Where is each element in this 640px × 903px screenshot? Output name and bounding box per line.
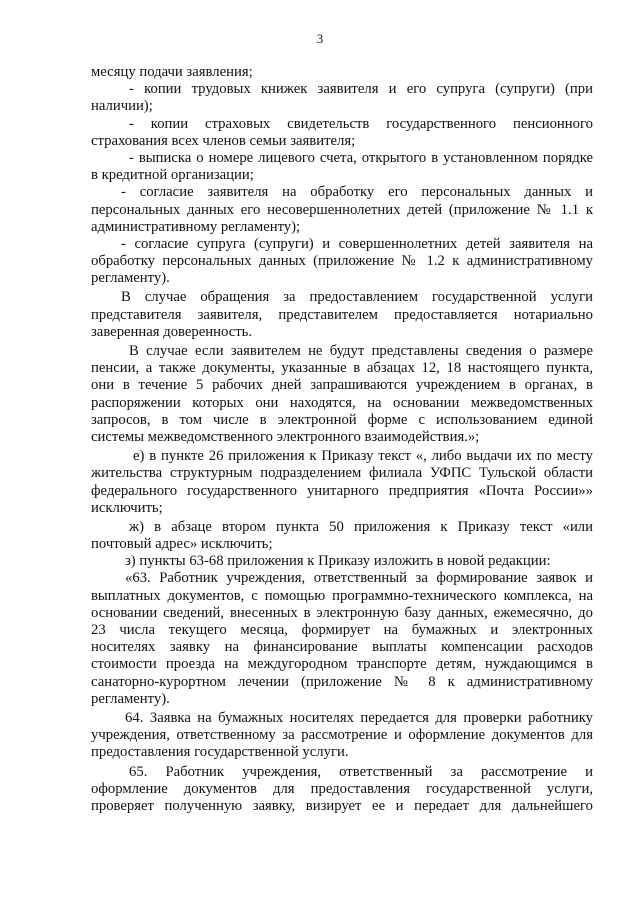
text-line: обработку персональных данных (приложение № 1.2 к административному [91, 253, 593, 270]
text-line: санаторно-курортном лечении (приложение № 8 к административному [91, 673, 593, 690]
list-item-work-books: - копии трудовых книжек заявителя и его супруга (супруги) (при [129, 81, 593, 98]
text-line: основании сведений, внесенных в электронную базу данных, ежемесячно, до [91, 604, 593, 621]
text-line: месяцу подачи заявления; [91, 64, 253, 80]
list-item-insurance-certificates: - копии страховых свидетельств государственного пенсионного [129, 115, 593, 132]
text-line: наличии); [91, 98, 153, 115]
text-line: пенсии, а также документы, указанные в абзацах 12, 18 настоящего пункта, [91, 360, 593, 377]
page-number: 3 [316, 31, 324, 46]
document-body [91, 64, 593, 815]
text-line: почтовый адрес» исключить; [91, 536, 273, 553]
paragraph-representative: В случае обращения за предоставлением государственной услуги [121, 289, 593, 306]
text-line: персональных данных его несовершеннолетних детей (приложение № 1.1 к [91, 201, 593, 218]
text-line: заверенная доверенность. [91, 323, 253, 340]
item-z: з) пункты 63-68 приложения к Приказу изложить в новой редакции: [125, 553, 551, 570]
clause-64: 64. Заявка на бумажных носителях передается для проверки работнику [125, 709, 593, 726]
text-line: распоряжении которых они находятся, на основании межведомственных [91, 394, 593, 411]
text-line: жительства структурным подразделением филиала УФПС Тульской области [91, 465, 593, 482]
item-e: е) в пункте 26 приложения к Приказу текст «, либо выдачи их по месту [133, 448, 593, 465]
text-line: системы межведомственного электронного взаимодействия.»; [91, 428, 480, 445]
text-line: административному регламенту); [91, 218, 301, 235]
paragraph-missing-documents: В случае если заявителем не будут представлены сведения о размере [129, 343, 593, 359]
item-zh: ж) в абзаце втором пункта 50 приложения к Приказу текст «или [129, 518, 593, 535]
text-line: оформление документов для предоставления государственной услуги, [91, 780, 593, 797]
text-line: представителя заявителя, представителем предоставляется нотариально [91, 306, 593, 323]
text-line: стоимости проезда на междугородном транспорте детям, нуждающимся в [91, 656, 593, 673]
text-line: носителях заявку на финансирование выплаты компенсации расходов [91, 639, 593, 656]
list-item-spouse-consent: - согласие супруга (супруги) и совершеннолетних детей заявителя на [121, 235, 593, 252]
text-line: регламенту). [91, 690, 170, 707]
text-line: они в течение 5 рабочих дней запрашиваются учреждением в органах, в [91, 377, 593, 394]
clause-65: 65. Работник учреждения, ответственный за рассмотрение и [129, 763, 593, 780]
text-line: исключить; [91, 499, 163, 516]
text-line: выплатных документов, с помощью программно-технического комплекса, на [91, 587, 593, 604]
text-line: в кредитной организации; [91, 167, 254, 184]
text-line: учреждения, ответственному за рассмотрение и оформление документов для [91, 727, 593, 744]
text-line: предоставления государственной услуги. [91, 744, 349, 761]
text-line: страхования всех членов семьи заявителя; [91, 132, 356, 149]
text-line: запросов, в том числе в электронной форме с использованием единой [91, 411, 593, 428]
list-item-account-statement: - выписка о номере лицевого счета, открытого в установленном порядке [129, 149, 593, 166]
text-line: проверяет полученную заявку, визирует ее и передает для дальнейшего [91, 797, 593, 814]
clause-63: «63. Работник учреждения, ответственный за формирование заявок и [125, 570, 593, 587]
text-line: регламенту). [91, 270, 170, 287]
text-line: федерального государственного унитарного предприятия «Почта России»» [91, 482, 593, 499]
list-item-applicant-consent: - согласие заявителя на обработку его персональных данных и [121, 184, 593, 201]
text-line: 23 числа текущего месяца, формирует на бумажных и электронных [91, 622, 593, 638]
